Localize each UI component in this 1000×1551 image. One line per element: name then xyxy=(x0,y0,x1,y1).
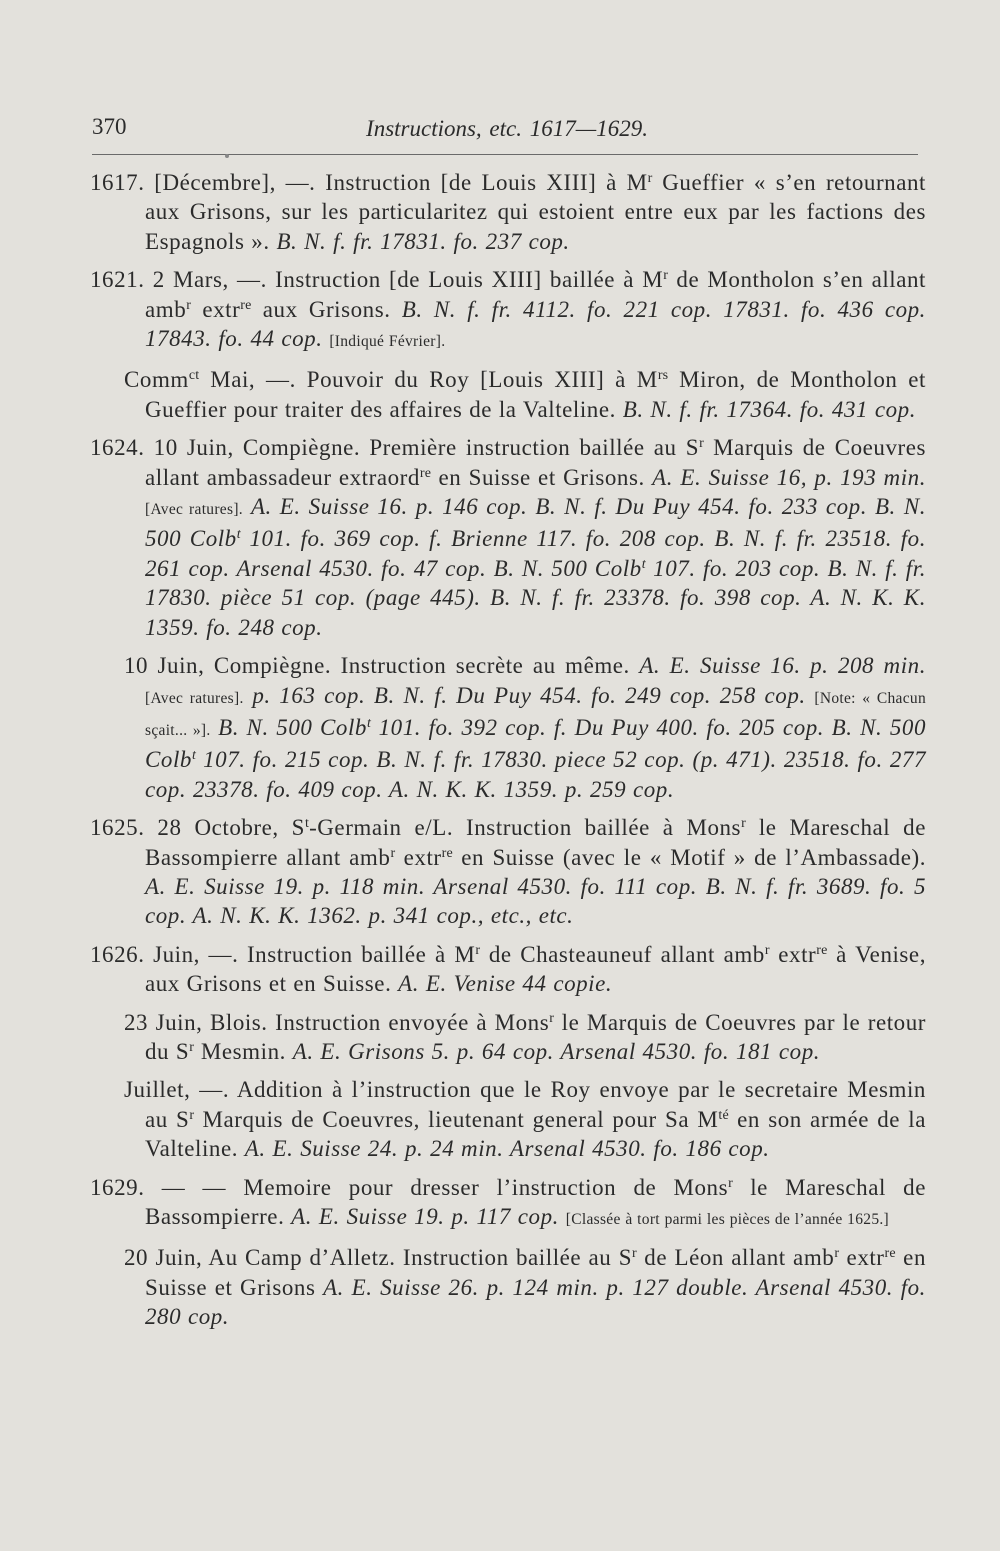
archive-reference: 101. fo. 369 cop. f. Brienne 117. fo. 208 cop. B. N. f. fr. 23518. fo. 261 cop. Arsenal 4530. fo. 47 cop. B. N. 500 Colb xyxy=(145,526,926,581)
superscript: re xyxy=(816,942,828,958)
superscript: r xyxy=(189,1107,195,1123)
entry-text: le Mareschal de Bassompierre. xyxy=(145,1174,926,1229)
entry-text: Mai, —. Pouvoir du Roy [Louis XIII] à M xyxy=(199,367,658,393)
superscript: r xyxy=(647,171,653,186)
entry-year: 1621. xyxy=(90,267,145,293)
superscript: r xyxy=(741,816,746,832)
entry-e1624 xyxy=(90,433,926,642)
entry-e1624b xyxy=(90,651,926,804)
entry-year: 1617. xyxy=(90,170,145,195)
superscript: r xyxy=(764,942,770,958)
bracket-note: [Classée à tort parmi les pièces de l’année 1625.] xyxy=(565,1211,890,1228)
entry-text: en son armée de la Valteline. xyxy=(145,1106,926,1162)
entry-text: extr xyxy=(191,296,241,322)
entry-text: 10 Juin, Compiègne. Première instruction baillée au S xyxy=(144,435,700,461)
superscript: r xyxy=(834,1246,840,1262)
superscript: t xyxy=(304,816,310,832)
archive-reference: A. E. Suisse 16, p. 193 min. xyxy=(652,464,927,490)
archive-reference: B. N. f. fr. 4112. fo. 221 cop. 17831. fo. 436 cop. 17843. fo. 44 cop. xyxy=(145,296,926,352)
bracket-note: [Note: « Chacun sçait... »]. xyxy=(145,689,926,739)
entry-e1626b xyxy=(90,1008,926,1067)
entry-text: Comm xyxy=(124,367,189,393)
entry-text: extr xyxy=(839,1245,885,1271)
archive-reference: A. E. Suisse 24. p. 24 min. Arsenal 4530. fo. 186 cop. xyxy=(244,1136,770,1162)
entry-e1629 xyxy=(90,1173,926,1235)
superscript: t xyxy=(191,748,197,764)
entry-year: 1629. xyxy=(90,1174,145,1200)
superscript: r xyxy=(186,297,192,313)
entry-text: de Montholon s’en allant amb xyxy=(145,267,926,322)
entry-text: 28 Octobre, S xyxy=(144,815,305,841)
entry-text xyxy=(211,715,219,740)
entry-e1625 xyxy=(90,813,926,931)
page-number: 370 xyxy=(92,114,127,139)
entry-text: Miron, de Montholon et Gueffier pour traiter des affaires de la Valteline. xyxy=(145,367,926,422)
entry-text: en Suisse et Grisons. xyxy=(431,464,653,490)
archive-reference: B. N. 500 Colb xyxy=(218,714,367,740)
superscript: t xyxy=(641,556,646,572)
archive-reference: p. 163 cop. B. N. f. Du Puy 454. fo. 249 cop. 258 cop. xyxy=(252,682,806,708)
superscript: r xyxy=(390,845,396,861)
entry-text: 23 Juin, Blois. Instruction envoyée à Mons xyxy=(124,1009,550,1035)
entry-text: de Chasteauneuf allant amb xyxy=(480,941,765,967)
archive-reference: A. E. Suisse 16. p. 208 min. xyxy=(639,653,926,679)
entry-e1629b xyxy=(90,1243,926,1331)
archive-reference: 107. fo. 203 cop. B. N. f. fr. 17830. pièce 51 cop. (page 445). B. N. f. fr. 23378. fo. 398 cop. A. N. K. K. 1359. fo. 248 cop. xyxy=(145,555,926,640)
bracket-note: [Indiqué Février]. xyxy=(329,333,446,351)
entry-text: Gueffier « s’en retournant aux Grisons, sur les particularitez qui estoient entre eux par les factions des Espagnols ». xyxy=(145,170,926,254)
archive-reference: B. N. f. fr. 17831. fo. 237 cop. xyxy=(276,228,570,254)
superscript: t xyxy=(366,715,372,731)
bracket-note: [Avec ratures]. xyxy=(145,501,243,519)
archive-reference: A. E. Suisse 26. p. 124 min. p. 127 double. Arsenal 4530. fo. 280 cop. xyxy=(145,1274,926,1330)
entry-year: 1625. xyxy=(90,815,145,841)
entry-e1626 xyxy=(90,940,926,999)
running-title: Instructions, etc. 1617—1629. xyxy=(366,116,648,141)
archive-reference: A. E. Grisons 5. p. 64 cop. Arsenal 4530. fo. 181 cop. xyxy=(292,1038,821,1064)
superscript: r xyxy=(632,1246,637,1262)
ink-speck xyxy=(225,154,229,158)
superscript: ct xyxy=(188,368,200,384)
entry-text: 10 Juin, Compiègne. Instruction secrète au même. xyxy=(124,653,640,679)
superscript: r xyxy=(699,436,704,452)
entry-text: Marquis de Coeuvres, lieutenant general pour Sa M xyxy=(194,1106,719,1132)
entry-e1626c xyxy=(90,1075,926,1163)
entry-year: 1624. xyxy=(90,435,145,461)
entry-text xyxy=(244,683,253,708)
archive-reference: A. E. Suisse 19. p. 117 cop. xyxy=(291,1204,559,1229)
superscript: re xyxy=(419,465,432,481)
entry-text xyxy=(243,494,251,519)
entry-e1621 xyxy=(90,265,926,356)
page-header xyxy=(92,112,918,155)
entry-text: en Suisse (avec le « Motif » de l’Ambassade). xyxy=(452,844,926,870)
archive-reference: 101. fo. 392 cop. f. Du Puy 400. fo. 205 cop. B. N. 500 Colb xyxy=(145,714,926,773)
archive-reference: B. N. f. fr. 17364. fo. 431 cop. xyxy=(622,396,917,422)
superscript: rs xyxy=(657,368,669,384)
archive-reference: A. E. Venise 44 copie. xyxy=(398,971,613,997)
entry-e1621b xyxy=(90,365,926,424)
archive-reference: A. E. Suisse 16. p. 146 cop. B. N. f. Du Puy 454. fo. 233 cop. B. N. 500 Colb xyxy=(145,494,927,552)
entries-list xyxy=(90,168,926,1332)
superscript: re xyxy=(884,1246,896,1262)
entry-e1617 xyxy=(90,168,926,256)
entry-text: le Marquis de Coeuvres par le retour du S xyxy=(145,1009,926,1064)
superscript: t xyxy=(236,527,241,543)
entry-text: aux Grisons. xyxy=(251,296,402,322)
entry-text: le Mareschal de Bassompierre allant amb xyxy=(145,815,926,870)
entry-text: 20 Juin, Au Camp d’Alletz. Instruction baillée au S xyxy=(124,1245,633,1271)
entry-text: de Léon allant amb xyxy=(636,1245,835,1271)
superscript: r xyxy=(475,942,481,958)
entry-text: en Suisse et Grisons xyxy=(145,1245,926,1300)
archive-reference: A. E. Suisse 19. p. 118 min. Arsenal 4530. fo. 111 cop. B. N. f. fr. 3689. fo. 5 cop. A. N. K. K. 1362. p. 341 cop., etc., etc. xyxy=(145,873,926,929)
bracket-note: [Avec ratures]. xyxy=(145,689,244,707)
superscript: r xyxy=(549,1010,555,1026)
entry-text: 2 Mars, —. Instruction [de Louis XIII] baillée à M xyxy=(144,267,664,293)
entry-text: Juillet, —. Addition à l’instruction que le Roy envoye par le secretaire Mesmin au S xyxy=(124,1077,926,1132)
entry-text xyxy=(559,1204,566,1229)
entry-year: 1626. xyxy=(90,941,145,967)
superscript: r xyxy=(728,1175,733,1191)
superscript: re xyxy=(441,845,453,861)
entry-text: [Décembre], —. Instruction [de Louis XIII] à M xyxy=(144,170,648,195)
superscript: té xyxy=(718,1107,729,1123)
entry-text: Marquis de Coeuvres allant ambassadeur extraord xyxy=(145,435,926,490)
entry-text: à Venise, aux Grisons et en Suisse. xyxy=(145,941,926,997)
entry-text: -Germain e/L. Instruction baillée à Mons xyxy=(309,815,742,841)
superscript: r xyxy=(189,1039,195,1055)
entry-text: extr xyxy=(395,844,442,870)
archive-reference: 107. fo. 215 cop. B. N. f. fr. 17830. piece 52 cop. (p. 471). 23518. fo. 277 cop. 23378. fo. 409 cop. A. N. K. K. 1359. p. 259 cop. xyxy=(145,747,926,802)
entry-text: extr xyxy=(769,941,817,967)
entry-text: Juin, —. Instruction baillée à M xyxy=(144,941,476,967)
entry-text: Mesmin. xyxy=(194,1038,293,1064)
entry-text: — — Memoire pour dresser l’instruction de Mons xyxy=(144,1174,729,1200)
superscript: r xyxy=(663,268,669,284)
superscript: re xyxy=(240,297,252,313)
